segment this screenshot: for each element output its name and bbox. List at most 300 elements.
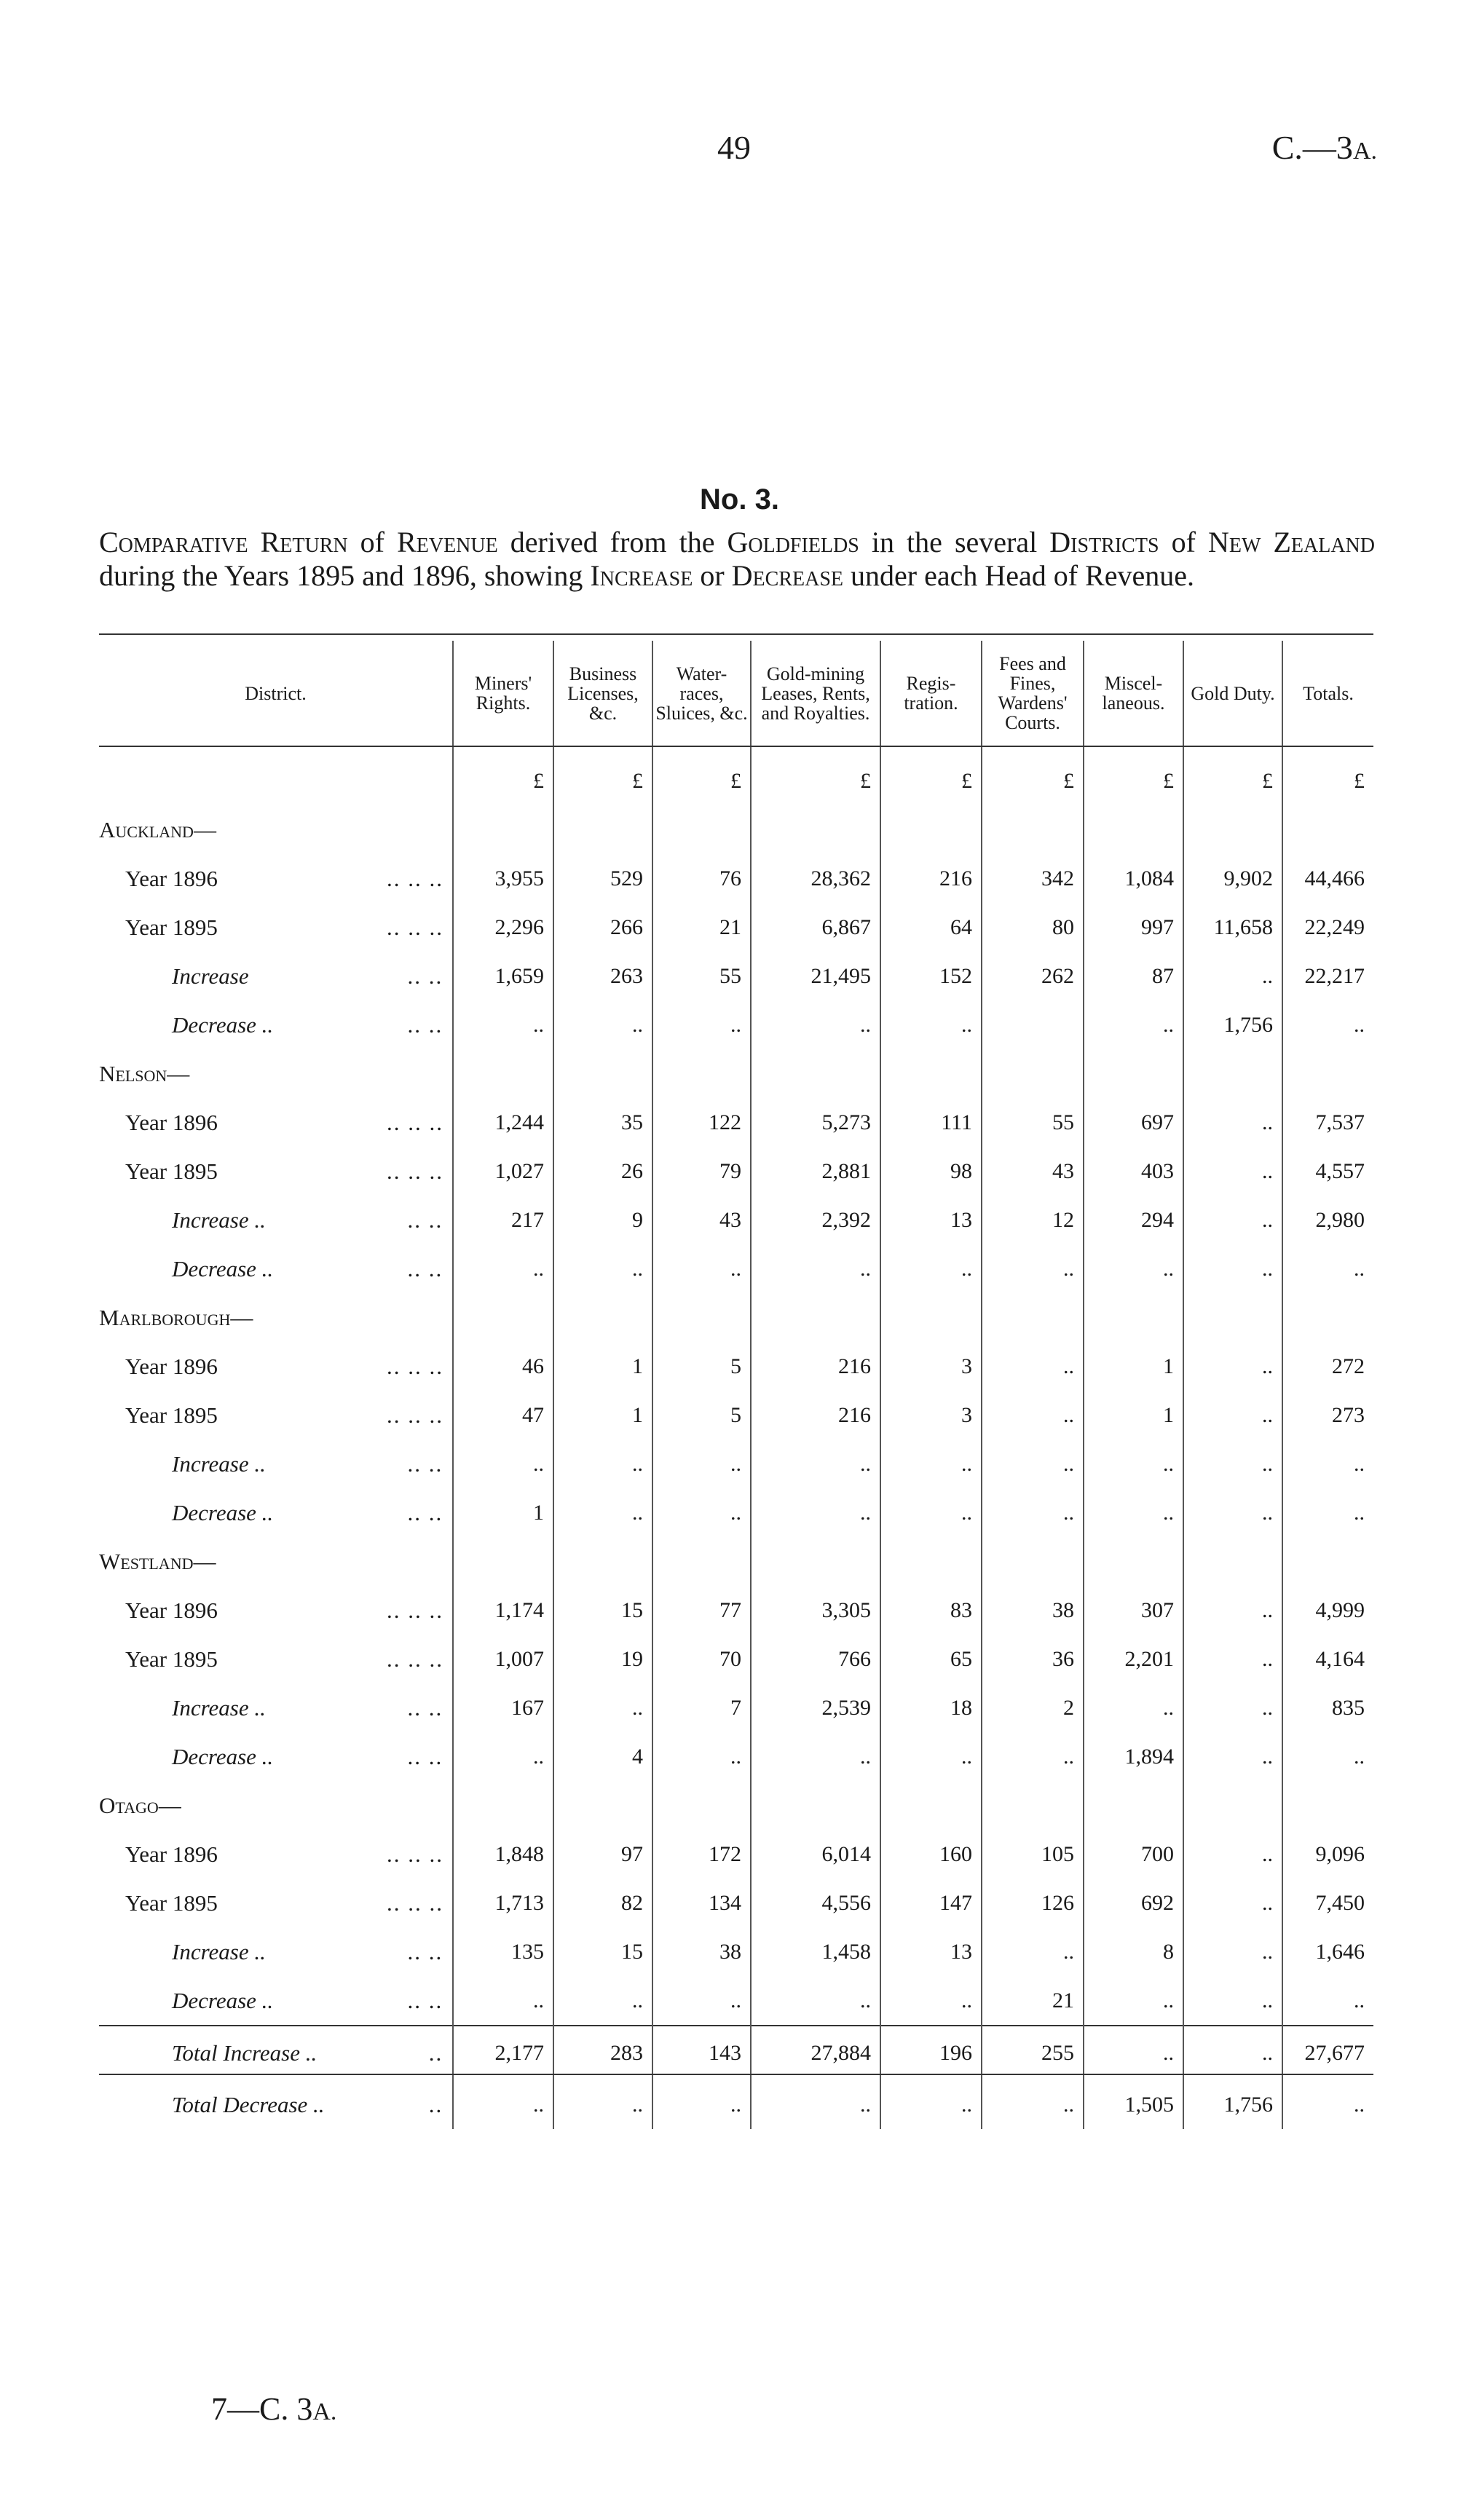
value-cell: 97 [553,1830,652,1879]
value-cell: .. [880,1000,982,1049]
description-segment: New Zealand [1207,526,1375,558]
value-cell: .. [1183,1196,1282,1244]
leader-dots: .. .. .. [387,1353,443,1379]
value-cell: 82 [553,1879,652,1927]
empty-cell [553,1781,652,1830]
total-value-cell: .. [652,2080,751,2129]
leader-dots: .. .. .. [387,1109,443,1135]
total-value-cell: 196 [880,2026,982,2080]
total-value-cell: .. [453,2080,553,2129]
value-cell: 43 [652,1196,751,1244]
leader-dots: .. [429,2091,443,2117]
empty-cell [1183,805,1282,854]
value-cell: .. [982,1391,1084,1439]
value-cell: .. [1183,1879,1282,1927]
value-cell: .. [553,1683,652,1732]
value-cell: 160 [880,1830,982,1879]
empty-cell [880,1049,982,1098]
value-cell: .. [751,1000,880,1049]
value-cell: 8 [1084,1927,1183,1976]
value-cell: .. [1183,1391,1282,1439]
value-cell: 21,495 [751,952,880,1000]
value-cell: 5 [652,1342,751,1391]
section-row [99,1781,1373,1830]
value-cell: .. [1282,1000,1373,1049]
description-segment: of [1159,526,1208,558]
value-cell: 87 [1084,952,1183,1000]
section-label: Otago— [99,1792,181,1818]
value-cell: 294 [1084,1196,1183,1244]
description-segment: or [693,559,732,592]
value-cell: 38 [652,1927,751,1976]
value-cell: .. [880,1976,982,2026]
value-cell: 1 [1084,1391,1183,1439]
value-cell: 77 [652,1586,751,1635]
empty-cell [751,805,880,854]
value-cell: .. [652,1732,751,1781]
empty-cell [751,1293,880,1342]
description-segment: in the several [859,526,1050,558]
value-cell: .. [1084,1976,1183,2026]
value-cell: 4,164 [1282,1635,1373,1683]
value-cell: .. [652,1244,751,1293]
row-label-text: Year 1895 [125,914,218,940]
value-cell: 700 [1084,1830,1183,1879]
empty-cell [652,1049,751,1098]
value-cell: .. [453,1439,553,1488]
row-label [99,1000,453,1049]
section-label: Westland— [99,1548,216,1574]
value-cell: .. [1282,1244,1373,1293]
value-cell: 22,249 [1282,903,1373,952]
table-row [99,1635,1373,1683]
currency-cell: £ [1183,746,1282,805]
value-cell: 1,713 [453,1879,553,1927]
footer-signature [211,2390,336,2428]
section-label: Auckland— [99,816,216,842]
value-cell: 55 [652,952,751,1000]
value-cell: 2 [982,1683,1084,1732]
value-cell: 7,450 [1282,1879,1373,1927]
description-segment: Revenue [397,526,498,558]
footer-main: 7—C. 3 [211,2391,313,2427]
table-row [99,1342,1373,1391]
value-cell: 3 [880,1391,982,1439]
value-cell: 21 [652,903,751,952]
footer-suffix: A. [312,2398,337,2425]
value-cell: .. [1282,1488,1373,1537]
total-value-cell: .. [982,2080,1084,2129]
empty-cell [1084,805,1183,854]
empty-cell [652,805,751,854]
table-row [99,1732,1373,1781]
value-cell: .. [652,1439,751,1488]
value-cell: 35 [553,1098,652,1147]
value-cell: 2,296 [453,903,553,952]
value-cell: 216 [751,1391,880,1439]
empty-cell [553,805,652,854]
value-cell: 997 [1084,903,1183,952]
empty-cell [1084,1537,1183,1586]
value-cell: .. [553,1488,652,1537]
table-row [99,1244,1373,1293]
row-label [99,1732,453,1781]
row-label-text: Increase .. [172,1694,266,1721]
description-segment: Comparative Return [99,526,348,558]
value-cell: .. [982,1927,1084,1976]
value-cell: 529 [553,854,652,903]
section-row [99,1049,1373,1098]
row-label [99,1147,453,1196]
value-cell: 835 [1282,1683,1373,1732]
empty-cell [453,1537,553,1586]
empty-cell [652,1781,751,1830]
empty-cell [1084,1293,1183,1342]
value-cell: 13 [880,1927,982,1976]
leader-dots: .. .. .. [387,914,443,940]
leader-dots: .. .. [408,1011,443,1038]
value-cell: .. [1183,1732,1282,1781]
row-label [99,1342,453,1391]
value-cell: 1,244 [453,1098,553,1147]
value-cell: 3,305 [751,1586,880,1635]
value-cell: 4,556 [751,1879,880,1927]
table-row [99,1830,1373,1879]
value-cell: 1,646 [1282,1927,1373,1976]
value-cell: 26 [553,1147,652,1196]
total-label [99,2026,453,2080]
description-segment: Districts [1049,526,1159,558]
row-label-text: Year 1896 [125,1597,218,1623]
table-row [99,1976,1373,2026]
value-cell: 13 [880,1196,982,1244]
leader-dots: .. .. .. [387,1841,443,1867]
value-cell: 1,756 [1183,1000,1282,1049]
value-cell: 19 [553,1635,652,1683]
value-cell: .. [1183,1683,1282,1732]
value-cell: .. [982,1732,1084,1781]
empty-cell [751,1781,880,1830]
value-cell: 172 [652,1830,751,1879]
value-cell: 6,014 [751,1830,880,1879]
row-label-text: Decrease .. [172,1255,274,1281]
empty-cell [982,1293,1084,1342]
section-row [99,1293,1373,1342]
table-row [99,854,1373,903]
value-cell: 2,881 [751,1147,880,1196]
column-header: District. [99,641,453,746]
leader-dots: .. .. [408,1206,443,1233]
empty-cell [1282,1049,1373,1098]
total-value-cell: .. [553,2080,652,2129]
table-row [99,1439,1373,1488]
value-cell: 105 [982,1830,1084,1879]
value-cell: 1,084 [1084,854,1183,903]
leader-dots: .. .. [408,1694,443,1721]
row-label-text: Year 1895 [125,1646,218,1672]
value-cell: 43 [982,1147,1084,1196]
row-label [99,1879,453,1927]
value-cell: .. [1183,1830,1282,1879]
row-label-text: Year 1895 [125,1158,218,1184]
value-cell: 7,537 [1282,1098,1373,1147]
row-label-text: Decrease .. [172,1011,274,1038]
row-label [99,1635,453,1683]
value-cell: .. [751,1732,880,1781]
value-cell: 9 [553,1196,652,1244]
column-header: Miners' Rights. [453,641,553,746]
value-cell: .. [1084,1683,1183,1732]
description-segment: Goldfields [727,526,859,558]
value-cell: 9,902 [1183,854,1282,903]
row-label-text: Year 1895 [125,1402,218,1428]
value-cell: 98 [880,1147,982,1196]
row-label [99,1683,453,1732]
empty-cell [1282,1537,1373,1586]
empty-cell [982,1537,1084,1586]
value-cell: 5,273 [751,1098,880,1147]
empty-cell [553,1537,652,1586]
value-cell: 307 [1084,1586,1183,1635]
total-value-cell: 283 [553,2026,652,2080]
empty-cell [982,1781,1084,1830]
value-cell: .. [453,1000,553,1049]
empty-cell [880,1781,982,1830]
value-cell: 11,658 [1183,903,1282,952]
value-cell: 65 [880,1635,982,1683]
total-row [99,2080,1373,2129]
value-cell: 4 [553,1732,652,1781]
value-cell: 2,392 [751,1196,880,1244]
value-cell: .. [751,1488,880,1537]
description-segment: derived from the [497,526,727,558]
value-cell: .. [1282,1439,1373,1488]
currency-row [99,746,1373,805]
value-cell: .. [880,1244,982,1293]
value-cell: 1,848 [453,1830,553,1879]
leader-dots: .. .. [408,1255,443,1281]
leader-dots: .. .. .. [387,1597,443,1623]
value-cell: 126 [982,1879,1084,1927]
column-header: Miscel-laneous. [1084,641,1183,746]
empty-cell [1282,805,1373,854]
value-cell: .. [982,1342,1084,1391]
leader-dots: .. .. [408,1987,443,2013]
leader-dots: .. .. [408,1938,443,1964]
row-label-text: Increase .. [172,1450,266,1477]
section-row [99,1537,1373,1586]
value-cell: 44,466 [1282,854,1373,903]
value-cell: 403 [1084,1147,1183,1196]
leader-dots: .. .. .. [387,1646,443,1672]
currency-cell: £ [751,746,880,805]
value-cell: .. [982,1244,1084,1293]
leader-dots: .. [429,2040,443,2066]
value-cell: 1 [453,1488,553,1537]
value-cell: .. [982,1488,1084,1537]
empty-cell [751,1049,880,1098]
empty-cell [982,805,1084,854]
value-cell: 2,539 [751,1683,880,1732]
empty-cell [1183,1781,1282,1830]
value-cell: 7 [652,1683,751,1732]
value-cell: 38 [982,1586,1084,1635]
total-value-cell: 1,756 [1183,2080,1282,2129]
value-cell: .. [1084,1000,1183,1049]
value-cell: .. [751,1244,880,1293]
value-cell: 2,980 [1282,1196,1373,1244]
value-cell: 2,201 [1084,1635,1183,1683]
row-label [99,1488,453,1537]
leader-dots: .. .. .. [387,1158,443,1184]
row-label-text: Year 1896 [125,1353,218,1379]
empty-cell [1084,1781,1183,1830]
currency-cell: £ [1282,746,1373,805]
row-label [99,1391,453,1439]
table-row [99,1391,1373,1439]
value-cell: .. [751,1976,880,2026]
value-cell: .. [880,1488,982,1537]
value-cell: 1,007 [453,1635,553,1683]
empty-cell [1183,1049,1282,1098]
value-cell: .. [1282,1976,1373,2026]
table-row [99,952,1373,1000]
value-cell: 36 [982,1635,1084,1683]
value-cell: 273 [1282,1391,1373,1439]
value-cell: 342 [982,854,1084,903]
row-label-text: Year 1896 [125,1109,218,1135]
bottom-rule [99,2074,1373,2075]
value-cell: 122 [652,1098,751,1147]
value-cell: .. [1183,1927,1282,1976]
value-cell: .. [1282,1732,1373,1781]
empty-cell [751,1537,880,1586]
value-cell: .. [652,1488,751,1537]
value-cell: 46 [453,1342,553,1391]
row-label-text: Decrease .. [172,1743,274,1769]
total-value-cell: .. [1084,2026,1183,2080]
reference-main: C.—3 [1271,129,1353,166]
value-cell: 21 [982,1976,1084,2026]
row-label [99,903,453,952]
column-header: Totals. [1282,641,1373,746]
value-cell: 4,999 [1282,1586,1373,1635]
value-cell: 6,867 [751,903,880,952]
value-cell: 1,458 [751,1927,880,1976]
value-cell: 766 [751,1635,880,1683]
section-label: Marlborough— [99,1304,253,1330]
value-cell: 134 [652,1879,751,1927]
total-value-cell: .. [1282,2080,1373,2129]
value-cell: .. [553,1439,652,1488]
total-label-text: Total Increase .. [172,2040,318,2066]
value-cell: 47 [453,1391,553,1439]
value-cell: .. [880,1732,982,1781]
column-header: Water-races, Sluices, &c. [652,641,751,746]
value-cell: .. [1183,1586,1282,1635]
empty-cell [982,1049,1084,1098]
table-row [99,903,1373,952]
total-value-cell: .. [880,2080,982,2129]
column-header: Gold Duty. [1183,641,1282,746]
leader-dots: .. .. [408,1743,443,1769]
value-cell: .. [1183,1098,1282,1147]
value-cell: .. [1084,1488,1183,1537]
value-cell: .. [1183,1244,1282,1293]
table-row [99,1098,1373,1147]
empty-cell [880,1537,982,1586]
row-label [99,1439,453,1488]
empty-cell [1183,1293,1282,1342]
table-number: No. 3. [700,483,779,516]
leader-dots: .. .. .. [387,1402,443,1428]
description-segment: Decrease [731,559,843,592]
value-cell: .. [982,1439,1084,1488]
empty-cell [453,805,553,854]
currency-cell: £ [880,746,982,805]
value-cell: 18 [880,1683,982,1732]
value-cell: 83 [880,1586,982,1635]
table-row [99,1000,1373,1049]
value-cell: 1 [553,1391,652,1439]
description-segment: under each Head of Revenue. [843,559,1194,592]
row-label [99,1927,453,1976]
value-cell: .. [453,1732,553,1781]
value-cell: 697 [1084,1098,1183,1147]
value-cell: .. [553,1976,652,2026]
total-value-cell: .. [1183,2026,1282,2080]
empty-cell [453,1049,553,1098]
row-label-text: Year 1896 [125,1841,218,1867]
empty-cell [880,805,982,854]
total-row [99,2026,1373,2080]
empty-cell [880,1293,982,1342]
total-label [99,2080,453,2129]
empty-cell [1282,1293,1373,1342]
empty-cell [1084,1049,1183,1098]
value-cell: .. [751,1439,880,1488]
table-row [99,1196,1373,1244]
value-cell: 266 [553,903,652,952]
table-row [99,1147,1373,1196]
value-cell: .. [553,1000,652,1049]
leader-dots: .. .. [408,1450,443,1477]
total-value-cell: .. [751,2080,880,2129]
value-cell: 28,362 [751,854,880,903]
value-cell: 216 [751,1342,880,1391]
value-cell: .. [453,1976,553,2026]
total-value-cell: 143 [652,2026,751,2080]
value-cell: 3 [880,1342,982,1391]
currency-cell: £ [652,746,751,805]
value-cell: .. [453,1244,553,1293]
total-value-cell: 1,505 [1084,2080,1183,2129]
empty-cell [1282,1781,1373,1830]
empty-cell [453,1781,553,1830]
value-cell: 80 [982,903,1084,952]
value-cell: 1,027 [453,1147,553,1196]
value-cell: 217 [453,1196,553,1244]
value-cell: .. [1183,952,1282,1000]
column-header: Business Licenses, &c. [553,641,652,746]
leader-dots: .. .. .. [387,1889,443,1916]
value-cell: 135 [453,1927,553,1976]
table-body [99,746,1373,2129]
description-segment: of [347,526,398,558]
value-cell: 12 [982,1196,1084,1244]
description-segment: Increase [590,559,693,592]
value-cell: .. [1084,1244,1183,1293]
